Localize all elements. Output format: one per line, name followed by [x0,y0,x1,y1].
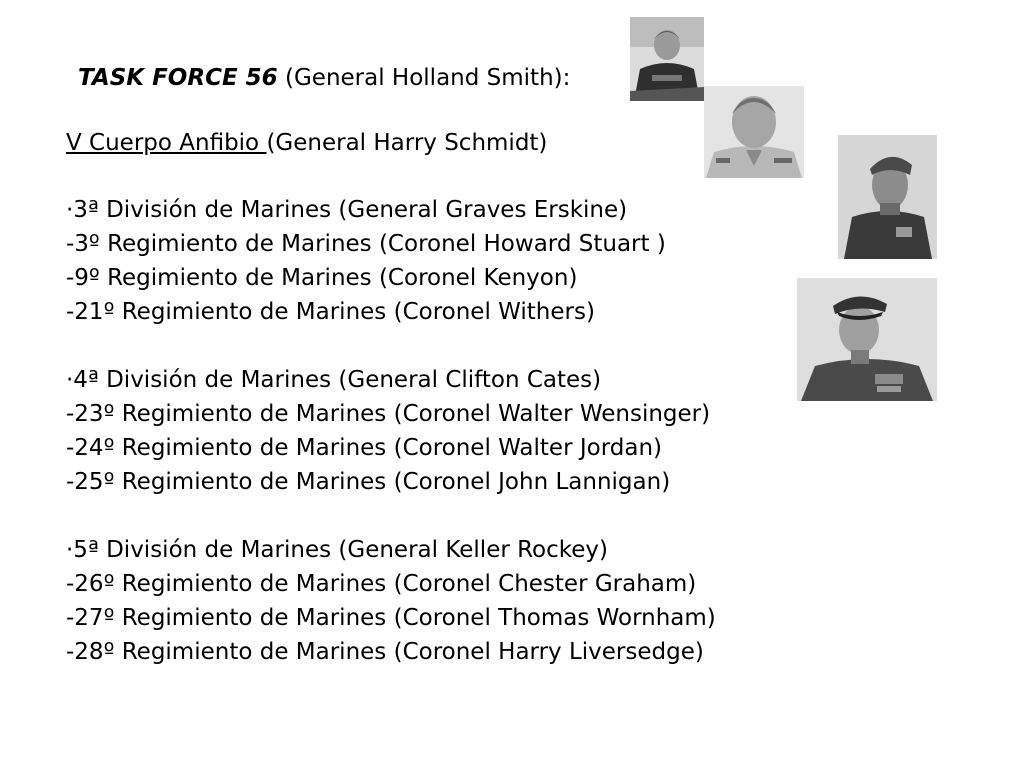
division-heading-5: ·5ª División de Marines (General Keller Rockey) [66,537,609,563]
task-force-commander: (General Holland Smith): [277,65,571,91]
task-force-name: TASK FORCE 56 [78,65,278,91]
division-heading-3: ·3ª División de Marines (General Graves Erskine) [66,197,628,223]
regiment-line: -9º Regimiento de Marines (Coronel Kenyon) [66,265,578,291]
regiment-line: -3º Regimiento de Marines (Coronel Howard Stuart ) [66,231,666,257]
corps-line [66,127,547,159]
regiment-line: -27º Regimiento de Marines (Coronel Thomas Wornham) [66,605,716,631]
portrait-photo [797,278,937,401]
portrait-image [630,17,704,101]
portrait-photo [838,135,937,259]
regiment-line: -21º Regimiento de Marines (Coronel Withers) [66,299,595,325]
regiment-line: -24º Regimiento de Marines (Coronel Walter Jordan) [66,435,662,461]
corps-commander: (General Harry Schmidt) [266,130,548,156]
portrait-image [797,278,937,401]
regiment-line: -28º Regimiento de Marines (Coronel Harry Liversedge) [66,639,704,665]
portrait-image [838,135,937,259]
portrait-image [704,86,804,178]
task-force-title [78,62,570,94]
portrait-photo [704,86,804,178]
corps-name: V Cuerpo Anfibio [66,130,267,156]
division-heading-4: ·4ª División de Marines (General Clifton Cates) [66,367,602,393]
regiment-line: -23º Regimiento de Marines (Coronel Walter Wensinger) [66,401,711,427]
portrait-photo [630,17,704,101]
regiment-line: -26º Regimiento de Marines (Coronel Chester Graham) [66,571,697,597]
regiment-line: -25º Regimiento de Marines (Coronel John Lannigan) [66,469,671,495]
